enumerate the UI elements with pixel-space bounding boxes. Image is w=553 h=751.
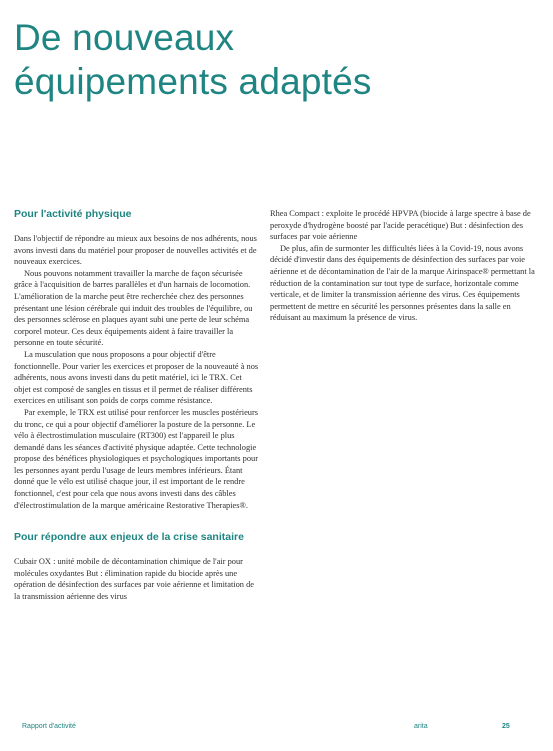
paragraph: Nous pouvons notamment travailler la marche de façon sécurisée grâce à l'acquisition de barres parallèles et d'un harnais de locomotion. L'amélioration de la marche peut être recherchée chez des personnes présentant une lésion cérébrale qui induit des troubles de l'équilibre, ou des personnes sclérose en plaques ayant subi une perte de leur schéma corporel moteur. Ces deux équipements aident à faire travailler la personne en toute sécurité. xyxy=(14,268,253,348)
paragraph: Rhea Compact : exploite le procédé HPVPA (biocide à large spectre à base de peroxyde d'hydrogène boosté par l'acide peracétique) But : désinfection des surfaces par voie aérienne xyxy=(270,209,531,242)
paragraph: Cubair OX : unité mobile de décontamination chimique de l'air pour molécules oxydantes But : élimination rapide du biocide après une opération de désinfection des surfaces par voie aérienne et limitation de la transmission aérienne des virus xyxy=(14,557,254,602)
section-heading-health-crisis: Pour répondre aux enjeux de la crise sanitaire xyxy=(14,531,244,544)
left-column xyxy=(14,208,260,603)
paragraph: La musculation que nous proposons a pour objectif d'être fonctionnelle. Pour varier les exercices et proposer de la nouveauté à nos adhérents, nous avons investi dans du petit matériel, ici le TRX. Cet objet est composé de sangles en tissus et il permet de réaliser différents exercices en utilisant son poids de corps comme résistance. xyxy=(14,349,259,406)
page-title-line-1: De nouveaux xyxy=(14,17,235,58)
paragraph: Dans l'objectif de répondre au mieux aux besoins de nos adhérents, nous avons investi dans du matériel pour proposer de nouvelles activités et de nouveaux exercices. xyxy=(14,234,257,267)
right-column xyxy=(270,208,540,324)
page-title xyxy=(14,16,534,104)
footer-report-label: Rapport d'activité xyxy=(22,723,76,730)
page-title-line-2: équipements adaptés xyxy=(14,61,372,102)
section-heading-physical-activity: Pour l'activité physique xyxy=(14,208,132,220)
paragraph: De plus, afin de surmonter les difficultés liées à la Covid-19, nous avons décidé d'investir dans des équipements de désinfection des surfaces par voie aérienne et de décontamination de l'air de la marque Airinspace® permettant la réduction de la contamination sur tout type de surface, horizontale comme verticale, et de limiter la transmission aérienne des virus. Ces équipements permettent de mettre en sécurité les personnes présentes dans la salle en réduisant au maximum la présence de virus. xyxy=(270,243,535,323)
footer-brand: arita xyxy=(414,723,428,730)
paragraph: Par exemple, le TRX est utilisé pour renforcer les muscles postérieurs du tronc, ce qui a pour objectif d'améliorer la posture de la personne. Le vélo à électrostimulation musculaire (RT300) est l'appareil le plus demandé dans les séances d'activité physique adaptée. Cette technologie propose des bénéfices physiologiques et psychologiques importants pour les personnes ayant perdu l'usage de leurs membres inférieurs. Étant donné que le vélo est utilisé chaque jour, il est important de le rendre fonctionnel, c'est pour cela que nous avons investi dans des câbles d'électrostimulation de la marque américaine Restorative Therapies®. xyxy=(14,407,259,510)
section-spacer xyxy=(14,511,260,531)
footer-page-number: 25 xyxy=(502,723,510,730)
